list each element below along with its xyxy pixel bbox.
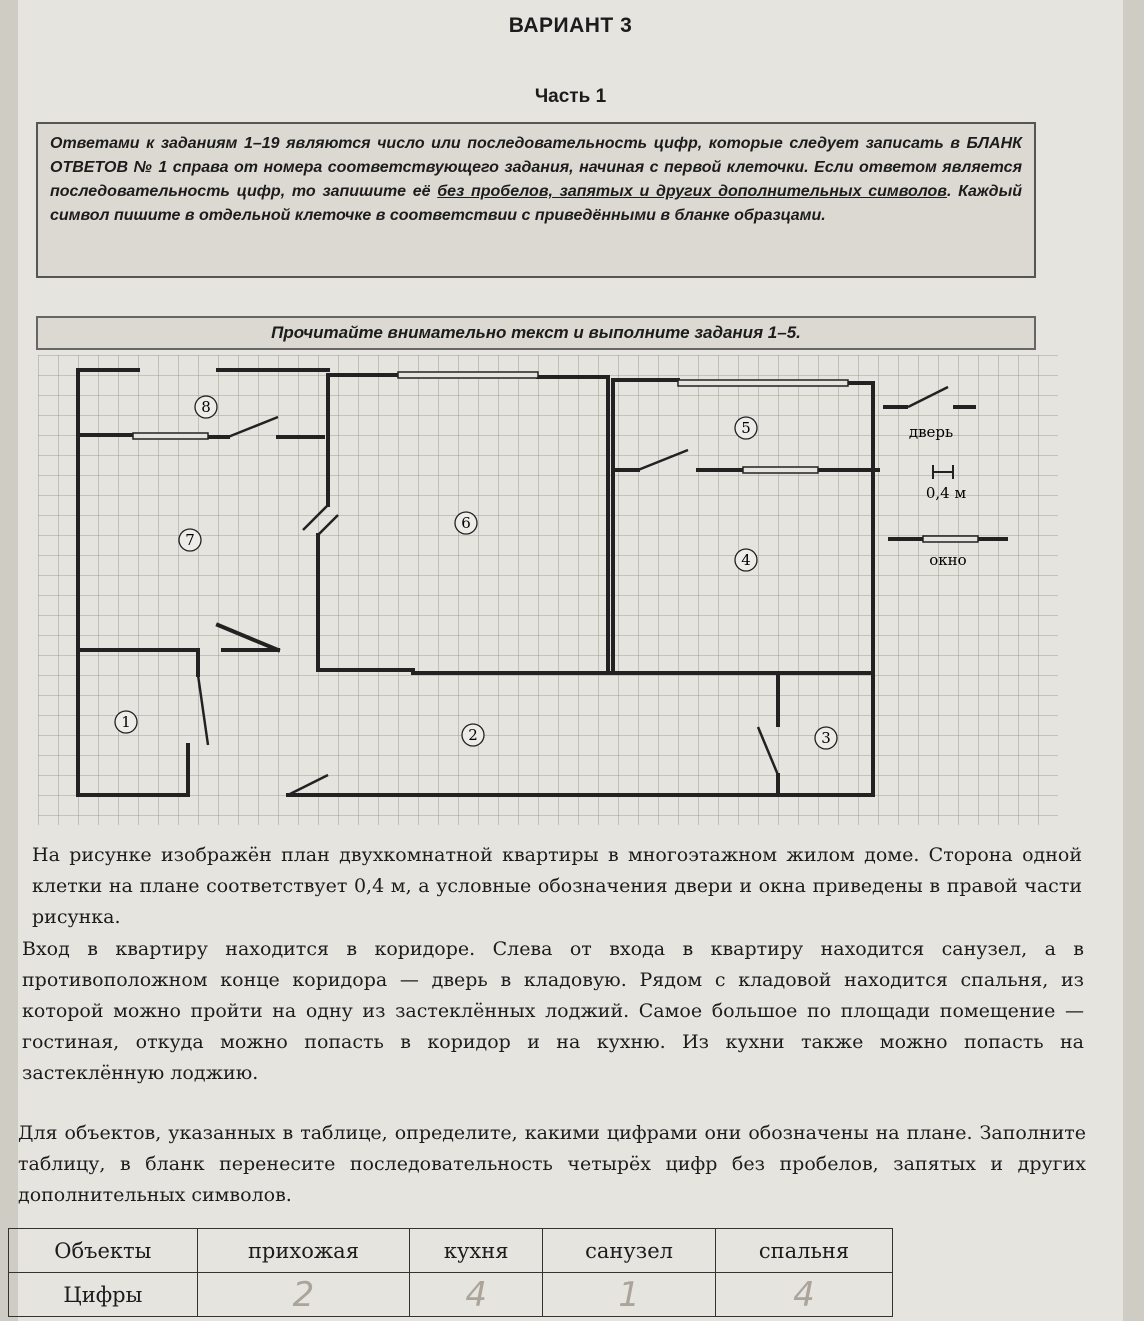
paragraph-task: Для объектов, указанных в таблице, определите, какими цифрами они обозначены на плане. Заполните таблицу, в бланк перенесите последовательность четырёх цифр без пробелов, запятых и других дополнительных символов. (18, 1122, 1086, 1206)
svg-text:2: 2 (468, 726, 478, 744)
instructions-text-2: . Каждый символ пишите в отдельной клеточке в соответствии с приведёнными в бланке образцами. (50, 183, 1023, 224)
svg-text:3: 3 (821, 729, 831, 747)
variant-title: ВАРИАНТ 3 (508, 14, 633, 37)
handwritten-answer[interactable]: 4 (715, 1273, 892, 1317)
answer-table-row-digits (9, 1273, 893, 1317)
read-prompt: Прочитайте внимательно текст и выполните задания 1–5. (36, 316, 1036, 350)
handwritten-answer[interactable]: 2 (197, 1273, 410, 1317)
table-header-digits: Цифры (9, 1273, 198, 1317)
instructions-text-1: Ответами к заданиям 1–19 являются число или последовательность цифр, которые следует записать в БЛАНК ОТВЕТОВ № 1 справа от номера соответствующего задания, начиная с первой клеточки. Если ответом является последовательность цифр, то запишите её (50, 135, 1022, 200)
table-header-objects: Объекты (9, 1229, 198, 1273)
room-7-marker (179, 529, 201, 551)
room-1-marker (115, 711, 137, 733)
legend-door-label: дверь (908, 423, 954, 441)
part-title: Часть 1 (534, 86, 607, 107)
svg-text:1: 1 (121, 713, 131, 731)
room-8-marker (195, 396, 217, 418)
table-cell-object: прихожая (197, 1229, 410, 1273)
room-5-marker (735, 417, 757, 439)
table-cell-object: санузел (543, 1229, 716, 1273)
legend-scale-label: 0,4 м (925, 484, 967, 502)
legend-window-label: окно (929, 551, 967, 569)
answer-table-row-objects (9, 1229, 893, 1273)
table-cell-object: кухня (410, 1229, 543, 1273)
svg-text:7: 7 (185, 531, 195, 549)
room-6-marker (455, 512, 477, 534)
table-cell-object: спальня (715, 1229, 892, 1273)
book-page (18, 0, 1123, 1321)
svg-text:4: 4 (741, 551, 751, 569)
room-4-marker (735, 549, 757, 571)
answer-table (8, 1228, 893, 1317)
room-3-marker (815, 727, 837, 749)
paragraph-plan-description: На рисунке изображён план двухкомнатной квартиры в многоэтажном жилом доме. Сторона одной клетки на плане соответствует 0,4 м, а условные обозначения двери и окна приведены в правой части рисунка. (32, 844, 1082, 928)
instructions-box (36, 122, 1036, 278)
plan-grid (38, 355, 1058, 825)
svg-text:6: 6 (461, 514, 471, 532)
room-2-marker (462, 724, 484, 746)
apartment-plan (38, 355, 1058, 825)
paragraph-apartment-description: Вход в квартиру находится в коридоре. Слева от входа в квартиру находится санузел, а в противоположном конце коридора — дверь в кладовую. Рядом с кладовой находится спальня, из которой можно пройти на одну из застеклённых лоджий. Самое большое по площади помещение — гостиная, откуда можно попасть в коридор и на кухню. Из кухни также можно попасть на застеклённую лоджию. (22, 938, 1084, 1084)
handwritten-answer[interactable]: 1 (543, 1273, 716, 1317)
svg-text:8: 8 (201, 398, 211, 416)
handwritten-answer[interactable]: 4 (410, 1273, 543, 1317)
svg-text:5: 5 (741, 419, 751, 437)
instructions-underlined: без пробелов, запятых и других дополнительных символов (437, 183, 947, 200)
